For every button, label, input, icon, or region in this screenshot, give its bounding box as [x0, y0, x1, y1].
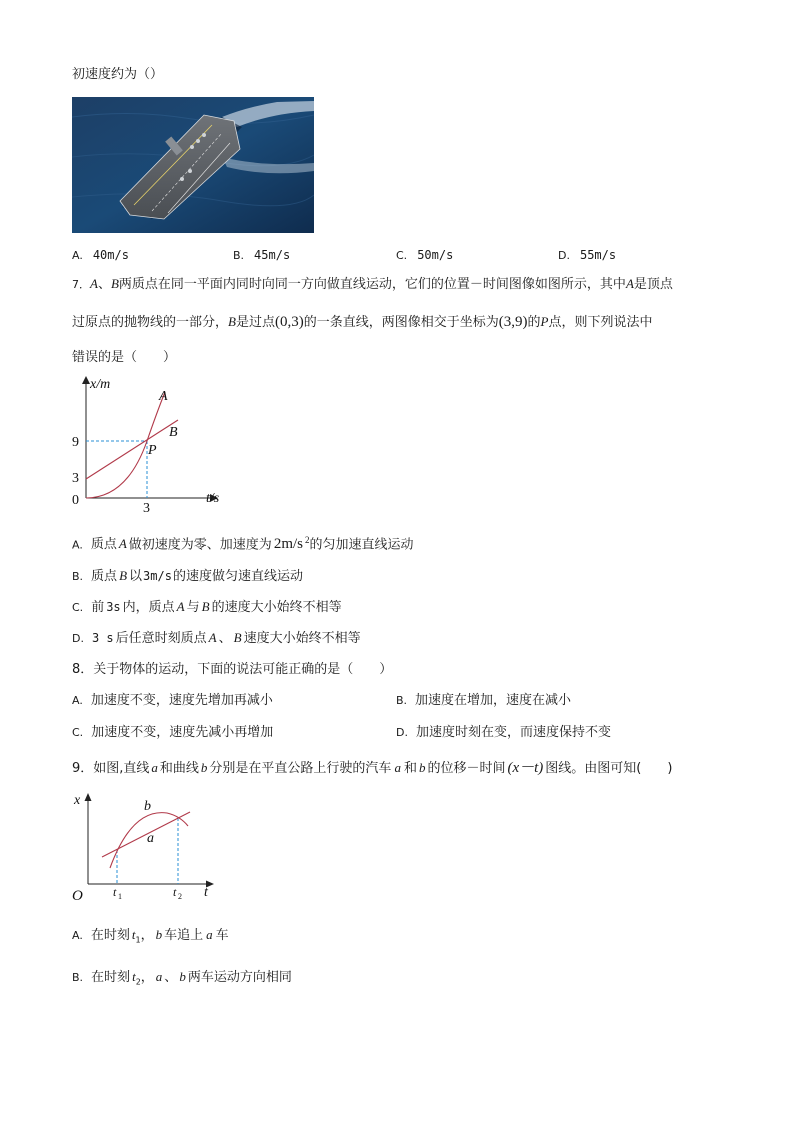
q9-curve-b-label: b	[144, 799, 151, 814]
q6-option-c: C. 50m/s	[396, 248, 454, 262]
q7-option-b: B. 质点 B 以3m/s的速度做匀速直线运动	[72, 568, 303, 584]
q9-y-label: x	[74, 793, 81, 808]
q7-stem-line1: 7．A、B两质点在同一平面内同时向同一方向做直线运动，它们的位置－时间图像如图所示，其中A是顶点	[72, 276, 673, 292]
q9-position-time-graph	[72, 788, 222, 904]
q9-option-b: B. 在时刻 $t_2$， a 、 b 两车运动方向相同	[72, 969, 292, 987]
q8-option-a: A. 加速度不变，速度先增加再减小	[72, 693, 273, 708]
q9-t2-label: t	[173, 885, 177, 899]
q8-option-c: C. 加速度不变，速度先减小再增加	[72, 725, 274, 740]
q8-option-b: B. 加速度在增加，速度在减小	[396, 693, 572, 708]
q7-x-label: t/s	[206, 491, 220, 506]
q7-curve-a-label: A	[159, 389, 168, 404]
q6-stem-tail: 初速度约为（）	[72, 67, 164, 82]
q7-position-time-graph	[72, 374, 232, 514]
q9-t1-sub: 1	[118, 892, 122, 901]
q7-stem-line3: 错误的是（ ）	[72, 350, 177, 365]
q7-option-d: D. 3 s 后任意时刻质点 A 、 B 速度大小始终不相等	[72, 630, 361, 646]
q9-stem: 9．如图,直线 a 和曲线 b 分别是在平直公路上行驶的汽车 a 和 b 的位移－时间 (x－t) 图线。由图可知( )	[72, 760, 673, 776]
q6-option-d: D. 55m/s	[558, 248, 617, 262]
q7-y-label: x/m	[90, 377, 111, 392]
q6-option-b: B. 45m/s	[233, 248, 291, 262]
q7-point-p-label: P	[148, 443, 157, 458]
q7-option-c: C. 前 3s 内，质点 A 与 B 的速度大小始终不相等	[72, 599, 342, 615]
q9-origin-label: O	[72, 888, 83, 904]
q7-tick-0: 0	[72, 493, 79, 508]
q7-option-a: A. 质点 A 做初速度为零、加速度为 2m/s $^2$的匀加速直线运动	[72, 535, 414, 553]
q9-t2-sub: 2	[178, 892, 182, 901]
q7-stem-line2: 过原点的抛物线的一部分，B是过点(0,3)的一条直线，两图像相交于坐标为(3,9)的P点，则下列说法中	[72, 314, 653, 330]
q7-tick-3: 3	[72, 471, 79, 486]
q9-line-a-label: a	[147, 831, 154, 846]
q7-tick-t3: 3	[143, 501, 150, 514]
q9-x-label: t	[204, 885, 208, 900]
q7-line-b-label: B	[169, 425, 178, 440]
q9-t1-label: t	[113, 885, 117, 899]
q9-line-a	[102, 812, 190, 857]
q7-tick-9: 9	[72, 435, 79, 450]
aircraft-carrier-illustration	[72, 97, 314, 233]
aircraft-carrier-photo	[72, 97, 314, 233]
q9-option-a: A. 在时刻 $t_1$， b 车追上 a 车	[72, 927, 229, 945]
q8-option-d: D. 加速度时刻在变，而速度保持不变	[396, 725, 611, 740]
q7-x-axis-arrow-icon	[82, 376, 90, 384]
q6-option-a: A. 40m/s	[72, 248, 129, 262]
q7-line-b	[86, 420, 178, 479]
q9-x-axis-arrow-icon	[85, 793, 92, 801]
q8-stem: 8．关于物体的运动，下面的说法可能正确的是（ ）	[72, 662, 393, 677]
